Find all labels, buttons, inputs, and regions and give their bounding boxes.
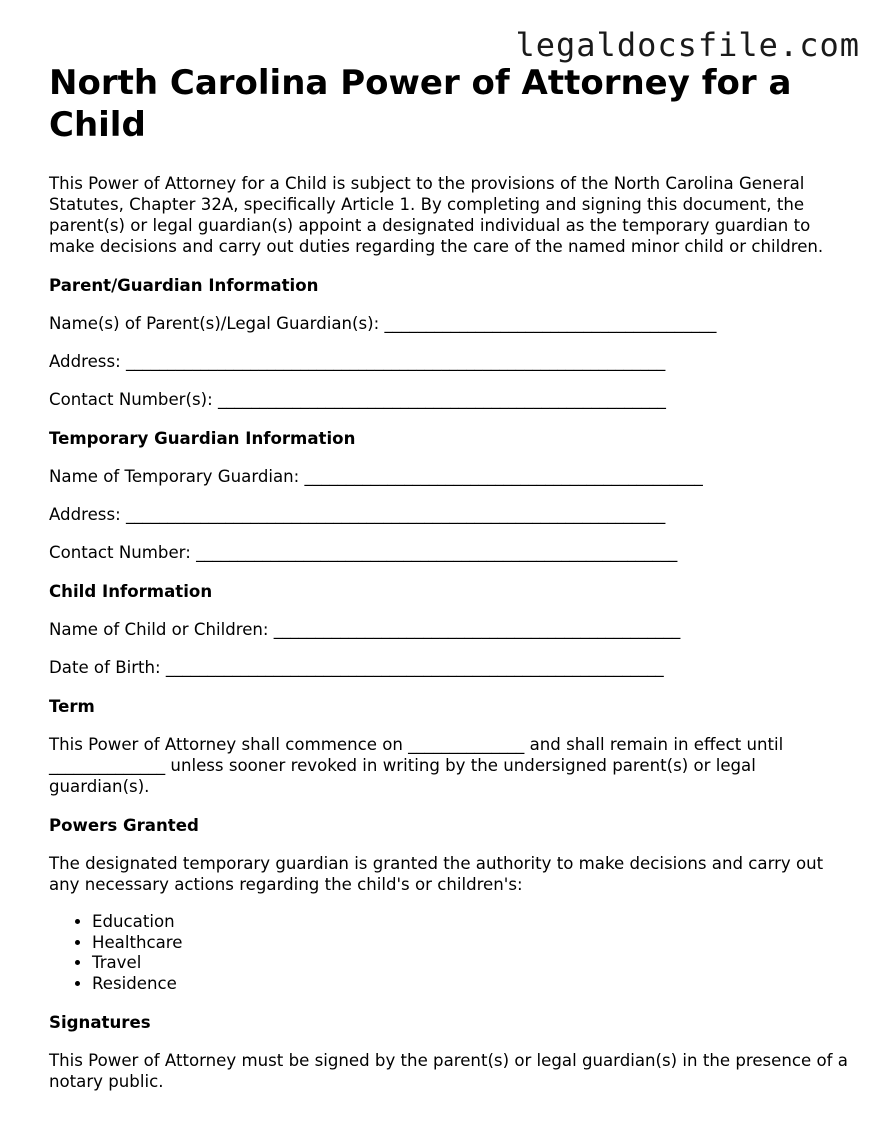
signatures-heading: Signatures [49, 1013, 151, 1032]
parent-names-field: Name(s) of Parent(s)/Legal Guardian(s): ________________________________________ [49, 314, 717, 333]
powers-list [49, 912, 849, 994]
temp-guardian-contact-field: Contact Number: __________________________________________________________ [49, 543, 678, 562]
temporary-guardian-heading: Temporary Guardian Information [49, 429, 356, 448]
powers-list-item: • Healthcare [92, 933, 849, 954]
document-body [49, 62, 849, 1092]
signatures-section [49, 1012, 849, 1092]
term-heading: Term [49, 697, 95, 716]
parent-address-field: Address: _________________________________________________________________ [49, 352, 666, 371]
child-name-field: Name of Child or Children: _________________________________________________ [49, 620, 681, 639]
intro-paragraph: This Power of Attorney for a Child is subject to the provisions of the North Carolina General Statutes, Chapter 32A, specifically Article 1. By completing and signing this document, the parent(s) or legal guardian(s) appoint a designated individual as the temporary guardian to make decisions and carry out duties regarding the care of the named minor child or children. [49, 174, 824, 256]
powers-granted-section [49, 815, 849, 994]
term-paragraph: This Power of Attorney shall commence on ______________ and shall remain in effect until ______________ unless sooner revoked in writing by the undersigned parent(s) or legal guardian(s). [49, 735, 784, 796]
powers-list-item: • Travel [92, 953, 849, 974]
powers-list-item: • Education [92, 912, 849, 933]
powers-granted-heading: Powers Granted [49, 816, 199, 835]
temporary-guardian-section [49, 428, 849, 563]
parent-contact-field: Contact Number(s): ______________________________________________________ [49, 390, 666, 409]
child-dob-field: Date of Birth: ____________________________________________________________ [49, 658, 664, 677]
term-section [49, 696, 849, 797]
document-title: North Carolina Power of Attorney for a Child [49, 63, 792, 145]
parent-guardian-heading: Parent/Guardian Information [49, 276, 319, 295]
parent-guardian-section [49, 275, 849, 410]
signatures-paragraph: This Power of Attorney must be signed by the parent(s) or legal guardian(s) in the presence of a notary public. [49, 1051, 848, 1091]
child-information-heading: Child Information [49, 582, 213, 601]
powers-granted-paragraph: The designated temporary guardian is granted the authority to make decisions and carry out any necessary actions regarding the child's or children's: [49, 854, 824, 894]
temp-guardian-address-field: Address: _________________________________________________________________ [49, 505, 666, 524]
child-information-section [49, 581, 849, 678]
temp-guardian-name-field: Name of Temporary Guardian: ________________________________________________ [49, 467, 703, 486]
watermark-text: legaldocsfile.com [515, 26, 860, 64]
powers-list-item: • Residence [92, 974, 849, 995]
